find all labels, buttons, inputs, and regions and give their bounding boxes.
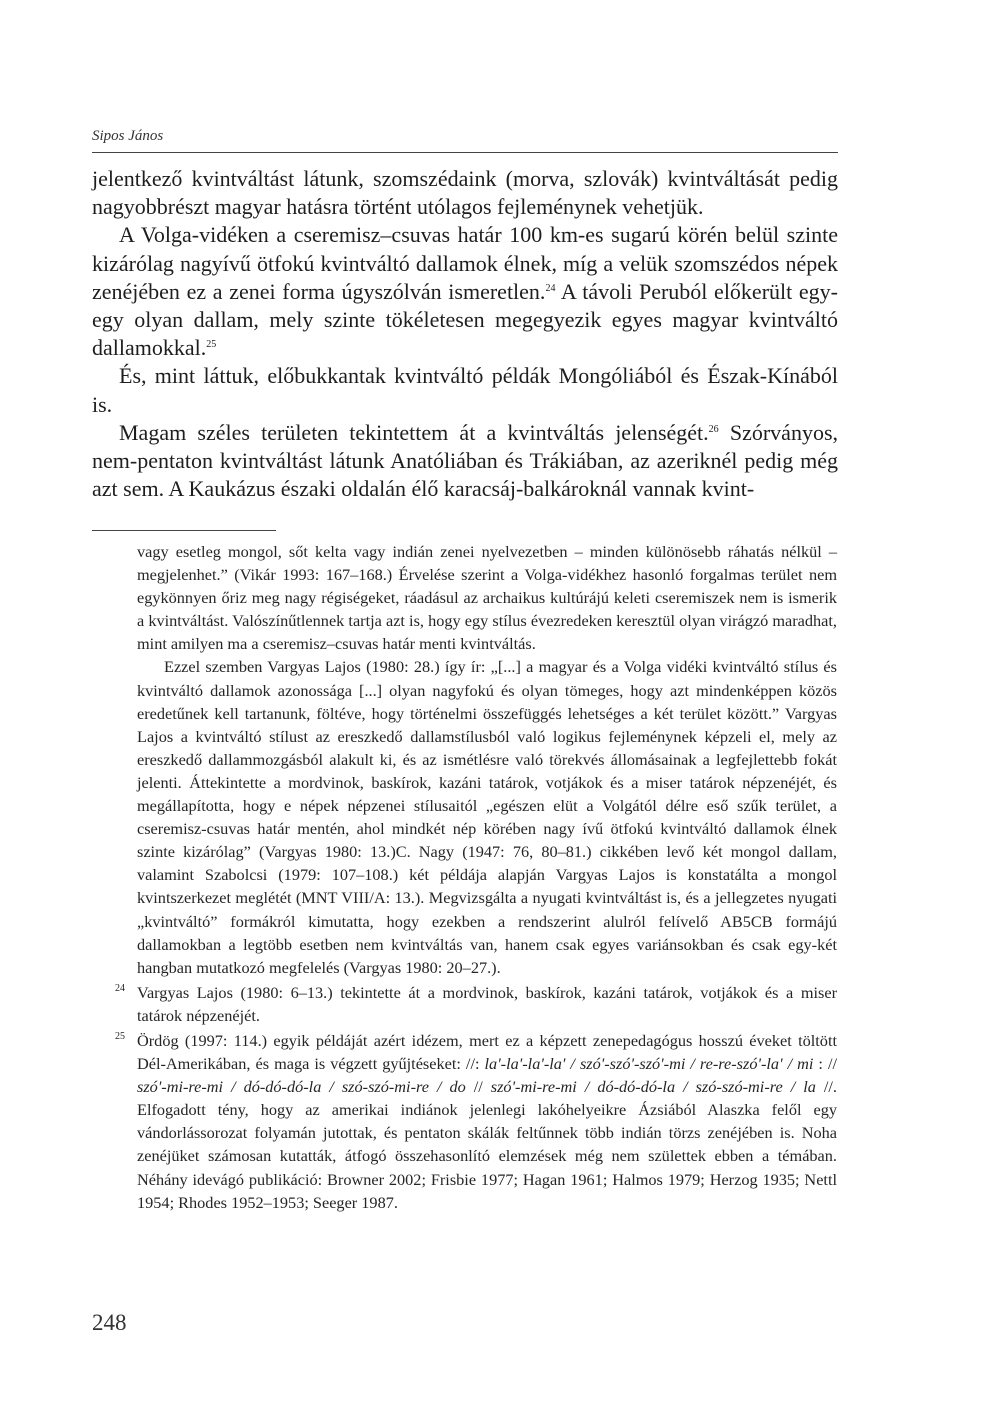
footnote-25-solmization-1: la'-la'-la'-la' / szó'-szó'-szó'-mi / re-re-szó'-la' / mi (484, 1054, 814, 1074)
main-text (92, 165, 838, 503)
paragraph-2-text: A Volga-vidéken a cseremisz–csuvas határ 100 km-es sugarú körén belül szinte kizárólag nagyívű ötfokú kvintváltó dallamok élnek, míg a velük szomszédos népek zenéjében ez a zenei forma úgyszólván ismeretlen. (92, 222, 838, 304)
footnote-ref-24[interactable]: 24 (545, 282, 556, 294)
footnotes (115, 540, 837, 1214)
footnote-25-text-d: //. Elfogadott tény, hogy az amerikai indiánok jelenlegi lakóhelyeikre Ázsiából Alaszka felől egy vándorlássorozat folyamán jutottak, és pentaton skálák feltűnnek több indián törzs zenéjében is. Noha zenéjüket számosan kutatták, átfogó összehasonlító elemzések még nem születtek ebben a témában. Néhány idevágó publikáció: Browner 2002; Frisbie 1977; Hagan 1961; Halmos 1979; Herzog 1935; Nettl 1954; Rhodes 1952–1953; Seeger 1987. (137, 1077, 837, 1212)
running-header: Sipos János (92, 128, 164, 144)
footnote-25-mark: 25 (115, 1030, 125, 1042)
header-rule (92, 152, 838, 153)
paragraph-2-text-cont: A távoli Peruból előkerült egy-egy olyan dallam, mely szinte tökéletesen megegyezik egyes magyar kvintváltó dallamokkal. (92, 278, 838, 361)
footnote-25-solmization-2: szó'-mi-re-mi / dó-dó-dó-la / szó-szó-mi-re / do (137, 1077, 466, 1097)
footnote-continuation: vagy esetleg mongol, sőt kelta vagy indián zenei nyelvezetben – minden különösebb ráhatás nélkül – megjelenhet.” (Vikár 1993: 167–168.) Érvelése szerint a Volga-vidékhez hasonló forgalmas terület nem egykönnyen őriz meg nagy régiségeket, ráadásul az archaikus kultúrájú keleti cseremiszek nem is ismerik a kvintváltást. Valószínűtlennek tartja azt is, hogy egy stílus évezredeken keresztül olyan virágzó maradhat, mint amilyen ma a cseremisz–csuvas határ menti kvintváltás. (137, 542, 837, 654)
footnote-25-text-a: Ördög (1997: 114.) egyik példáját azért idézem, mert ez a képzett zenepedagógus hosszú éveket töltött Dél-Amerikában, és maga is végzett gyűjtéseket: //: (137, 1030, 837, 1074)
paragraph-4 (92, 419, 838, 504)
footnote-25-text-b: : // (813, 1054, 837, 1074)
footnote-24 (115, 981, 837, 1027)
footnote-25 (115, 1029, 837, 1214)
footnote-ref-26[interactable]: 26 (708, 423, 719, 435)
footnote-25-solmization-3: szó'-mi-re-mi / dó-dó-dó-la / szó-szó-mi-re / la (490, 1077, 816, 1097)
page-number: 248 (92, 1310, 127, 1335)
footnote-24-mark: 24 (115, 982, 125, 994)
footnote-continuation-2: Ezzel szemben Vargyas Lajos (1980: 28.) így ír: „[...] a magyar és a Volga vidéki kvintváltó stílus és kvintváltó dallamok azonossága [...] olyan nagyfokú és olyan tömeges, hogy azt mindenképpen közös eredetűnek kell tartanunk, föltéve, hogy történelmi összefüggés lehetséges a két terület között.” Vargyas Lajos a kvintváltó stílust az ereszkedő dallamstílusból való logikus fejleménynek képzeli el, mely az ereszkedő dallammozgásból alakult ki, és az ismétlésre való törekvés állomásainak a legfejlettebb fokát jelenti. Áttekintette a mordvinok, baskírok, kazáni tatárok, votjákok és a miser tatárok népzenéjét, és megállapította, hogy e népek népzenei stílusaitól „egészen elüt a Volgától délre eső szűk terület, a cseremisz-csuvas határ mentén, ahol mindkét nép körében nagy ívű ötfokú kvintváltó dallamok élnek szinte kizárólag” (Vargyas 1980: 13.)C. Nagy (1947: 76, 80–81.) cikkében levő két mongol dallam, valamint Szabolcsi (1979: 107–108.) két példája alapján Vargyas Lajos is konstatálta a mongol kvintszerkezet meglétét (MNT VIII/A: 13.). Megvizsgálta a nyugati kvintváltást is, és a jellegzetes nyugati „kvintváltó” formákról kimutatta, hogy ezekben a rendszerint alulról felívelő AB5CB formájú dallamokban a legtöbb esetben nem kvintváltás van, hanem csak egyes variánsokban és csak egy-két hangban mutatkozó megfelelés (Vargyas 1980: 20–27.). (137, 657, 837, 977)
paragraph-4-text: Magam széles területen tekintettem át a kvintváltás jelenségét. (119, 419, 709, 445)
footnote-rule (92, 530, 276, 531)
footnote-25-text-c: // (465, 1077, 491, 1097)
paragraph-4-text-cont: Szórványos, nem-pentaton kvintváltást látunk Anatóliában és Trákiában, az azeriknél pedig még azt sem. A Kaukázus északi oldalán élő karacsáj-balkároknál vannak kvint- (92, 419, 839, 502)
paragraph-1: jelentkező kvintváltást látunk, szomszédaink (morva, szlovák) kvintváltását pedig nagyobbrészt magyar hatásra történt utólagos fejleménynek vehetjük. (92, 166, 838, 220)
paragraph-2 (92, 221, 838, 362)
paragraph-3: És, mint láttuk, előbukkantak kvintváltó példák Mongóliából és Észak-Kínából is. (92, 363, 838, 417)
footnote-ref-25[interactable]: 25 (206, 339, 217, 351)
footnote-24-text: Vargyas Lajos (1980: 6–13.) tekintette át a mordvinok, baskírok, kazáni tatárok, votjákok és a miser tatárok népzenéjét. (137, 982, 837, 1025)
